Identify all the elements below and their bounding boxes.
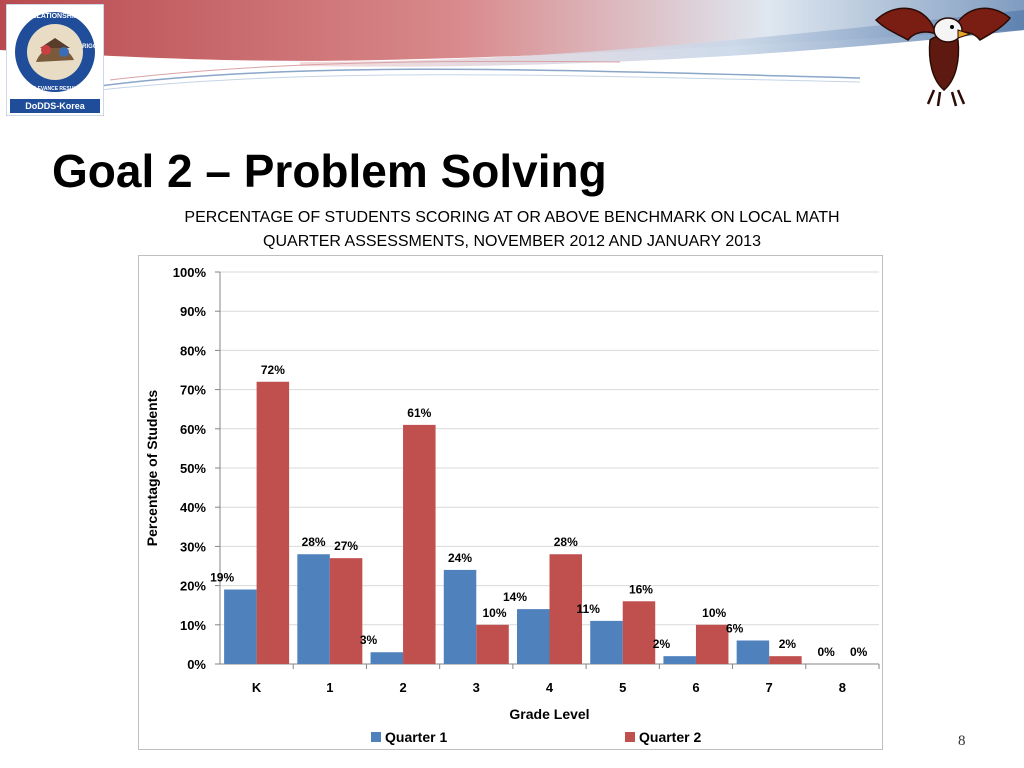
legend-swatch-quarter1 — [371, 732, 381, 742]
bar-quarter1 — [517, 609, 550, 664]
x-tick-label: 1 — [326, 680, 334, 695]
x-axis-title: Grade Level — [509, 706, 590, 722]
y-tick-label: 70% — [179, 382, 206, 398]
slide-title: Goal 2 – Problem Solving — [52, 145, 607, 197]
y-tick-label: 80% — [179, 343, 206, 359]
x-tick-label: 8 — [838, 680, 847, 695]
data-label: 10% — [482, 605, 507, 620]
logo-bottom-text: RELEVANCE RESULTS — [27, 86, 83, 92]
legend-label-quarter1: Quarter 1 — [385, 729, 448, 745]
data-label: 0% — [817, 645, 835, 659]
bar-quarter2 — [476, 625, 509, 664]
y-tick-label: 30% — [179, 539, 206, 555]
chart-title — [140, 206, 884, 254]
bar-quarter1 — [737, 640, 770, 664]
dodds-korea-logo — [6, 4, 104, 116]
x-tick-label: 7 — [765, 680, 773, 695]
bar-quarter2 — [769, 656, 802, 664]
data-label: 11% — [576, 601, 600, 616]
y-tick-label: 10% — [179, 617, 206, 633]
page-number: 8 — [958, 733, 966, 749]
y-tick-label: 90% — [179, 304, 206, 320]
data-label: 16% — [628, 582, 653, 597]
bar-quarter1 — [444, 570, 477, 664]
bar-quarter1 — [663, 656, 696, 664]
y-tick-label: 0% — [187, 657, 206, 672]
bar-quarter1 — [371, 652, 404, 664]
y-tick-label: 50% — [179, 461, 206, 476]
bar-quarter2 — [257, 382, 290, 664]
bar-quarter1 — [297, 554, 330, 664]
logo-top-text: RELATIONSHIPS — [26, 13, 84, 20]
logo-right-text: RIGOR — [82, 44, 102, 50]
x-tick-label: 4 — [545, 680, 554, 695]
chart-title-line-1: PERCENTAGE OF STUDENTS SCORING AT OR ABOVE BENCHMARK ON LOCAL MATH — [184, 209, 840, 226]
y-tick-label: 40% — [179, 500, 206, 516]
x-tick-label: 2 — [399, 680, 407, 695]
x-tick-label: K — [251, 680, 262, 695]
x-tick-label: 5 — [619, 680, 627, 695]
data-label: 61% — [407, 405, 432, 420]
data-label: 27% — [334, 539, 359, 554]
data-label: 0% — [849, 645, 868, 659]
data-label: 28% — [301, 535, 326, 550]
bar-quarter2 — [696, 625, 729, 664]
y-axis-title: Percentage of Students — [144, 389, 160, 547]
data-label: 3% — [359, 633, 378, 648]
data-label: 10% — [702, 605, 727, 620]
y-tick-label: 60% — [179, 421, 206, 437]
data-label: 24% — [448, 550, 473, 565]
bar-quarter2 — [403, 425, 436, 664]
x-tick-label: 3 — [472, 680, 480, 695]
chart-title-line-2: QUARTER ASSESSMENTS, NOVEMBER 2012 AND JANUARY 2013 — [263, 233, 761, 250]
data-label: 14% — [502, 590, 528, 605]
data-label: 72% — [260, 362, 285, 377]
logo-caption: DoDDS-Korea — [25, 101, 85, 111]
y-tick-label: 20% — [179, 578, 206, 594]
legend-label-quarter2: Quarter 2 — [639, 729, 702, 745]
data-label: 19% — [210, 570, 235, 585]
bar-chart — [139, 256, 882, 749]
data-label: 2% — [778, 637, 797, 652]
x-tick-label: 6 — [692, 680, 700, 695]
eagle-mascot-image — [868, 0, 1018, 108]
data-label: 2% — [652, 637, 671, 652]
bar-quarter1 — [590, 621, 623, 664]
bar-quarter1 — [224, 590, 257, 664]
chart-frame — [138, 255, 883, 750]
data-label: 28% — [553, 535, 578, 550]
data-label: 6% — [725, 621, 744, 636]
legend-swatch-quarter2 — [625, 732, 635, 742]
bar-quarter2 — [330, 558, 363, 664]
bar-quarter2 — [623, 601, 656, 664]
y-tick-label: 100% — [172, 265, 206, 280]
